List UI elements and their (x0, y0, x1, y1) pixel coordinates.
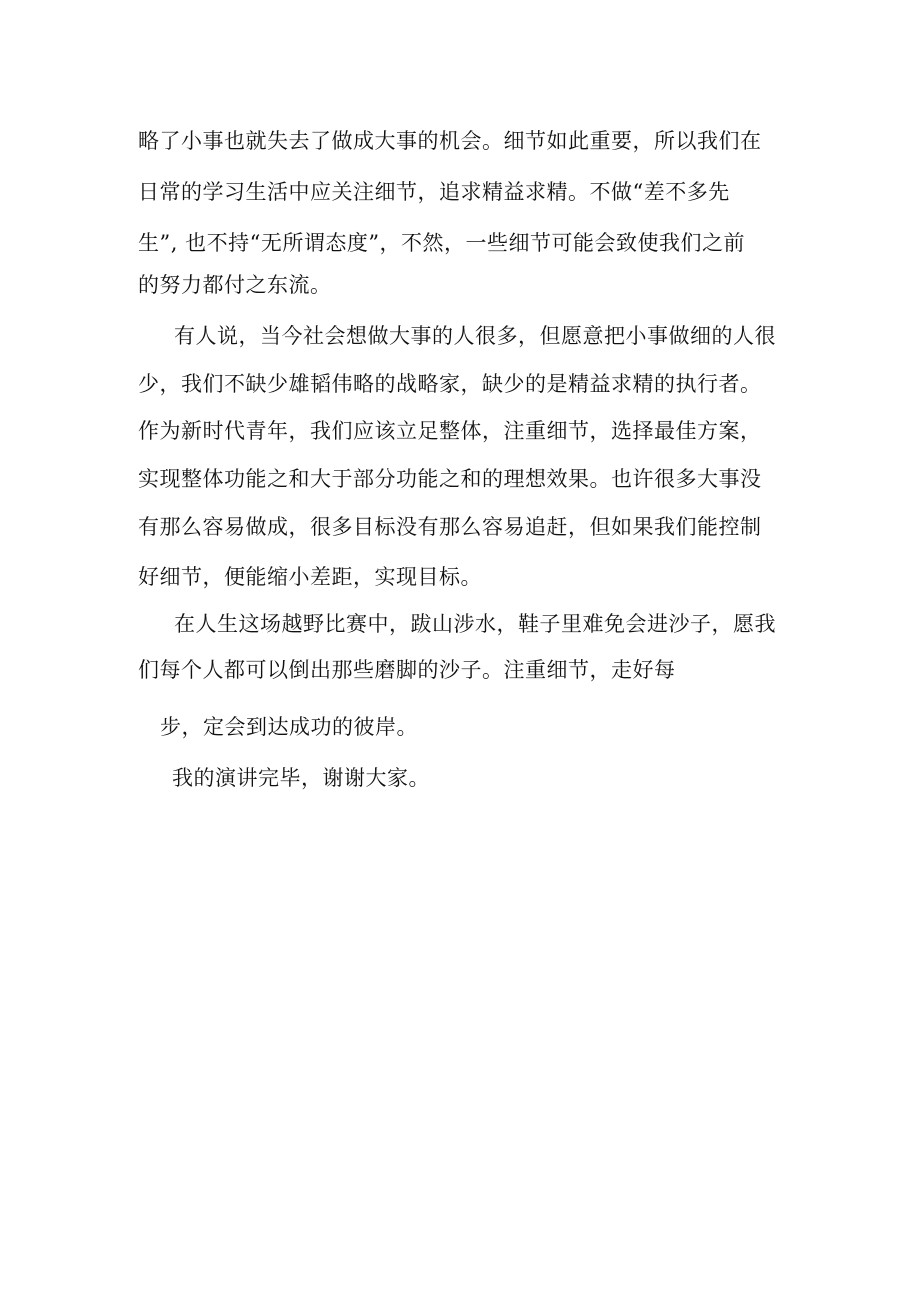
text-line: 好细节，便能缩小差距，实现目标。 (138, 565, 482, 589)
text-line: 们每个人都可以倒出那些磨脚的沙子。注重细节，走好每 (138, 658, 676, 682)
text-line: 实现整体功能之和大于部分功能之和的理想效果。也许很多大事没 (138, 467, 762, 491)
text-line: 步，定会到达成功的彼岸。 (160, 715, 418, 739)
text-line: 少，我们不缺少雄韬伟略的战略家，缺少的是精益求精的执行者。 (138, 372, 762, 396)
text-line: 我的演讲完毕，谢谢大家。 (172, 766, 430, 790)
text-line: 的努力都付之东流。 (138, 273, 332, 297)
text-line: 略了小事也就失去了做成大事的机会。细节如此重要，所以我们在 (138, 129, 762, 153)
text-line: 有人说，当今社会想做大事的人很多，但愿意把小事做细的人很 (174, 324, 776, 348)
text-line: 有那么容易做成，很多目标没有那么容易追赶，但如果我们能控制 (138, 515, 762, 539)
text-line: 日常的学习生活中应关注细节，追求精益求精。不做“差不多先 (138, 180, 730, 204)
text-line: 生”, 也不持“无所谓态度”，不然，一些细节可能会致使我们之前 (138, 231, 746, 255)
text-line: 作为新时代青年，我们应该立足整体，注重细节，选择最佳方案， (138, 419, 762, 443)
text-line: 在人生这场越野比赛中，跋山涉水，鞋子里难免会进沙子，愿我 (174, 612, 776, 636)
